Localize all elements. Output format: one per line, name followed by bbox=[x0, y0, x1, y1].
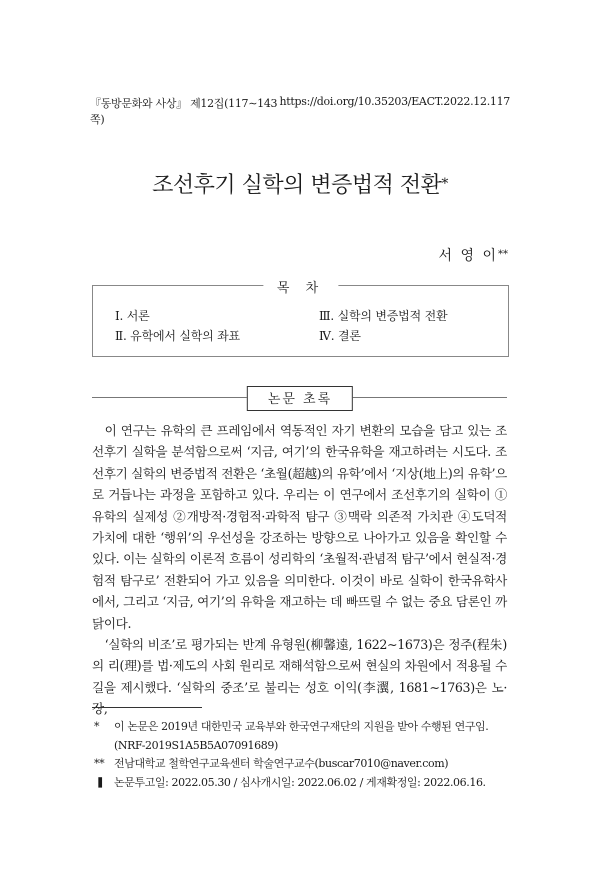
author-line bbox=[439, 245, 508, 265]
footnote-divider bbox=[92, 707, 202, 708]
bar-marker-icon: ❚ bbox=[96, 776, 104, 788]
paper-title-text: 조선후기 실학의 변증법적 전환 bbox=[152, 173, 442, 198]
running-header bbox=[90, 95, 510, 127]
footnote-text: 이 논문은 2019년 대한민국 교육부와 한국연구재단의 지원을 받아 수행된 연구임. (NRF-2019S1A5B5A07091689) bbox=[114, 720, 489, 752]
abstract-heading: 논문 초록 bbox=[247, 386, 353, 411]
toc-item-dialectical-turn[interactable]: Ⅲ. 실학의 변증법적 전환 bbox=[319, 309, 448, 323]
footnote-affiliation bbox=[92, 755, 507, 774]
footnotes bbox=[92, 718, 507, 792]
toc-item-introduction[interactable]: Ⅰ. 서론 bbox=[115, 309, 150, 323]
author-footnote-mark: ** bbox=[498, 249, 508, 260]
footnote-text: 논문투고일: 2022.05.30 / 심사개시일: 2022.06.02 / 게재확정일: 2022.06.16. bbox=[114, 775, 486, 789]
body-paragraph: ‘실학의 비조’로 평가되는 반계 유형원(柳馨遠, 1622∼1673)은 정주(程朱)의 리(理)를 법·제도의 사회 원리로 재해석함으로써 현실의 차원에서 적용될 수 길을 제시했다. ‘실학의 중조’로 불리는 성호 이익(李瀷, 1681∼1763)은 노·장, bbox=[92, 637, 507, 717]
journal-citation: 『동방문화와 사상』 제12집(117∼143쪽) bbox=[90, 97, 278, 126]
table-of-contents bbox=[92, 281, 509, 357]
footnote-mark: ** bbox=[94, 757, 105, 770]
abstract-body bbox=[92, 420, 507, 720]
footnote-funding bbox=[92, 718, 507, 755]
footnote-mark: * bbox=[94, 720, 100, 733]
paper-title bbox=[0, 168, 600, 199]
title-footnote-mark: * bbox=[441, 176, 448, 192]
toc-heading: 목 차 bbox=[263, 277, 338, 296]
toc-item-conclusion[interactable]: Ⅳ. 결론 bbox=[319, 329, 361, 343]
abstract-paragraph: 이 연구는 유학의 큰 프레임에서 역동적인 자기 변환의 모습을 담고 있는 조선후기 실학을 분석함으로써 ‘지금, 여기’의 한국유학을 재고하려는 시도다. 조선후기 실학의 변증법적 전환은 ‘초월(超越)의 유학’에서 ‘지상(地上)의 유학’으로 거듭나는 과정을 포함하고 있다. 우리는 이 연구에서 조선후기의 실학이 ①유학의 실제성 ②개방적·경험적·과학적 탐구 ③맥락 의존적 가치관 ④도덕적 가치에 대한 ‘행위’의 우선성을 강조하는 방향으로 나아가고 있음을 확인할 수 있다. 이는 실학의 이론적 흐름이 성리학의 ‘초월적·관념적 탐구’에서 현실적·경험적 탐구로’ 전환되어 가고 있음을 의미한다. 이것이 바로 실학이 한국유학사에서, 그리고 ‘지금, 여기’의 유학을 재고하는 데 빠뜨릴 수 없는 중요 담론인 까닭이다. bbox=[92, 423, 507, 631]
author-name: 서 영 이 bbox=[438, 248, 498, 264]
toc-item-coordinates[interactable]: Ⅱ. 유학에서 실학의 좌표 bbox=[115, 329, 240, 343]
doi-link[interactable]: https://doi.org/10.35203/EACT.2022.12.117 bbox=[279, 95, 510, 108]
footnote-text: 전남대학교 철학연구교육센터 학술연구교수(buscar7010@naver.com) bbox=[114, 757, 449, 770]
footnote-dates bbox=[92, 774, 507, 793]
